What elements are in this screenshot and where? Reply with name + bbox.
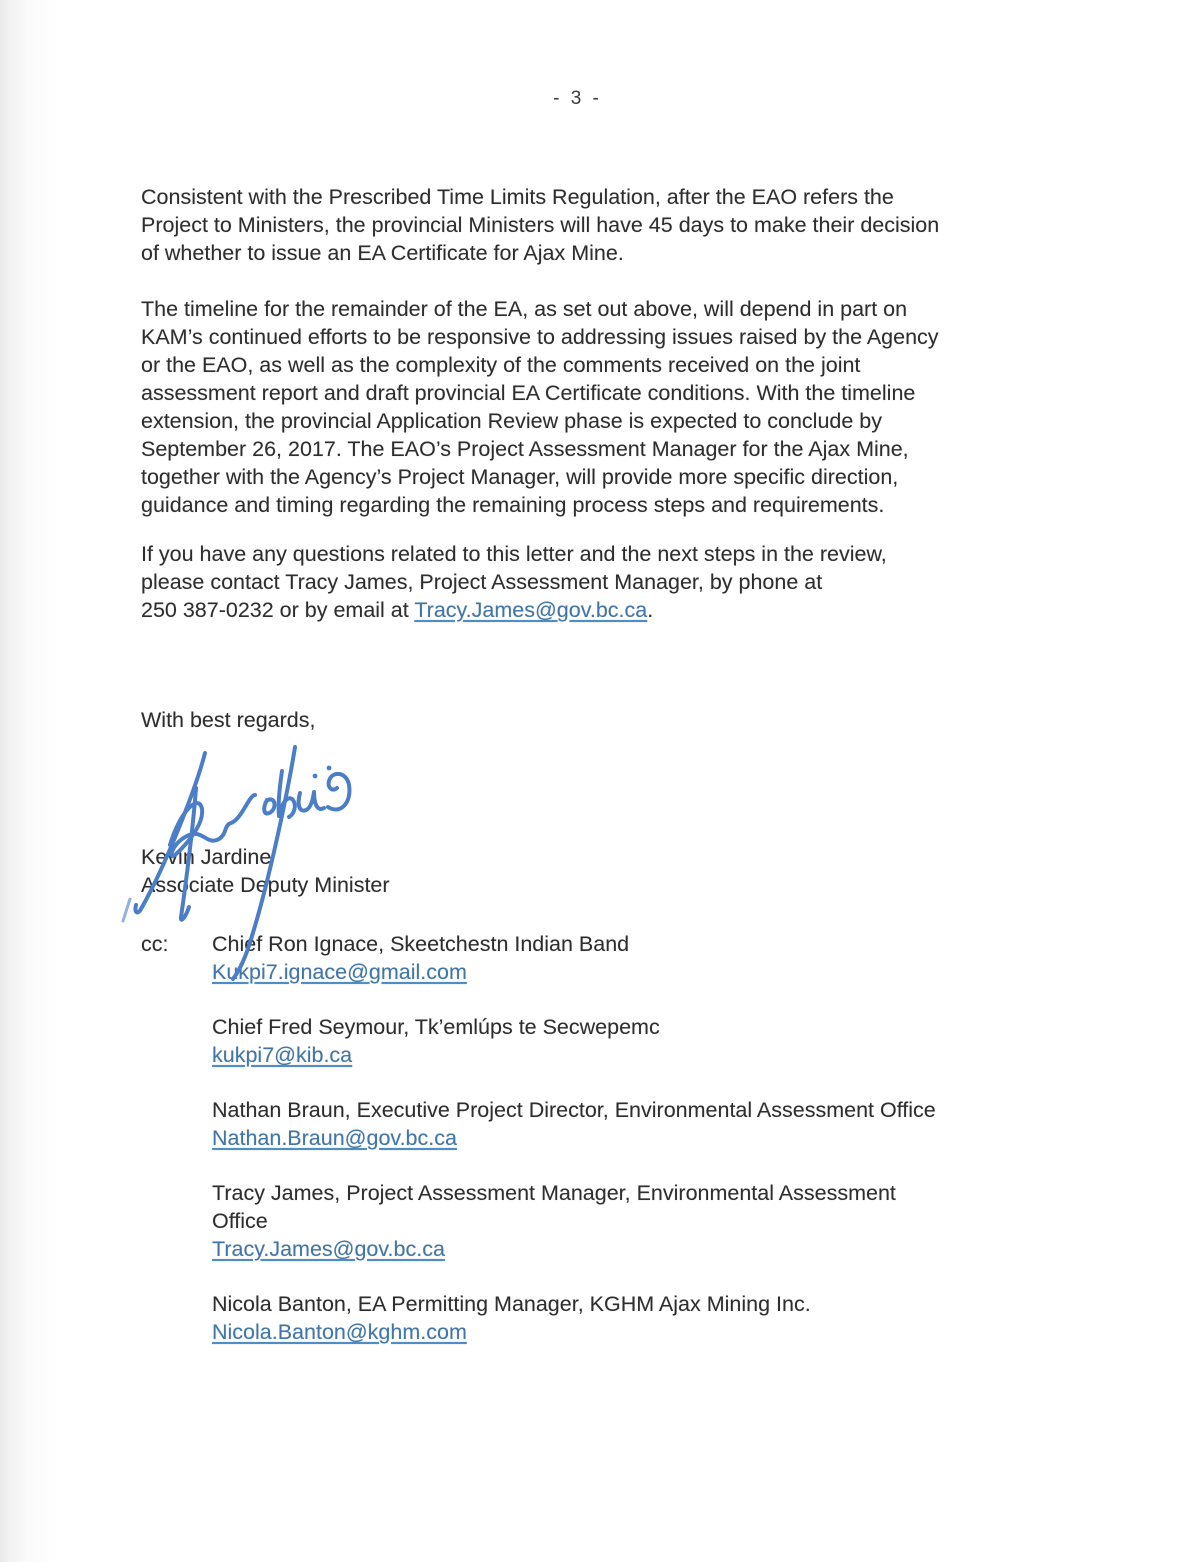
paragraph-contact-lastline xyxy=(141,596,1041,624)
tracy-james-email-link[interactable]: Tracy.James@gov.bc.ca xyxy=(414,598,648,622)
signer-name: Kevin Jardine xyxy=(141,845,272,869)
paragraph-prescribed-time-limits: Consistent with the Prescribed Time Limits Regulation, after the EAO refers the Project to Ministers, the provincial Ministers will have 45 days to make their decision of whether to issue an EA Certificate for Ajax Mine. xyxy=(141,185,940,265)
contact-phone-text: 250 387-0232 or by email at xyxy=(141,598,415,622)
cc-entry-email-line xyxy=(212,1235,1041,1263)
contact-period: . xyxy=(647,598,654,622)
cc-label: cc: xyxy=(141,932,169,956)
cc-entry xyxy=(212,1096,1041,1152)
cc-entry-email-link[interactable]: kukpi7@kib.ca xyxy=(212,1043,353,1067)
cc-entry-email-link[interactable]: Nathan.Braun@gov.bc.ca xyxy=(212,1126,457,1150)
cc-entry xyxy=(212,1290,1041,1346)
cc-entry xyxy=(212,1179,1041,1263)
cc-entry-email-line xyxy=(212,1041,1041,1069)
page-number: - 3 - xyxy=(553,88,602,109)
cc-entry-email-link[interactable]: Kukpi7.ignace@gmail.com xyxy=(212,960,467,984)
cc-entry-name: Nicola Banton, EA Permitting Manager, KGHM Ajax Mining Inc. xyxy=(212,1292,811,1316)
signer-title: Associate Deputy Minister xyxy=(141,873,390,897)
paragraph-contact xyxy=(141,540,1041,624)
cc-entries xyxy=(212,930,1041,1373)
paragraph-timeline: The timeline for the remainder of the EA, as set out above, will depend in part on KAM’s continued efforts to be responsive to addressing issues raised by the Agency or the EAO, as well as the complexity of the comments received on the joint assessment report and draft provincial EA Certificate conditions. With the timeline extension, the provincial Application Review phase is expected to conclude by September 26, 2017. The EAO’s Project Assessment Manager for the Ajax Mine, together with the Agency’s Project Manager, will provide more specific direction, guidance and timing regarding the remaining process steps and requirements. xyxy=(141,297,939,517)
cc-entry-name: Nathan Braun, Executive Project Director, Environmental Assessment Office xyxy=(212,1098,936,1122)
paragraph-contact-lines: If you have any questions related to this letter and the next steps in the review, please contact Tracy James, Project Assessment Manager, by phone at xyxy=(141,542,887,594)
cc-entry xyxy=(212,1013,1041,1069)
cc-entry-email-line xyxy=(212,1124,1041,1152)
closing-salutation: With best regards, xyxy=(141,708,316,732)
cc-entry-email-link[interactable]: Nicola.Banton@kghm.com xyxy=(212,1320,467,1344)
cc-entry-name: Chief Fred Seymour, Tk’emlúps te Secwepemc xyxy=(212,1015,660,1039)
cc-entry-name: Tracy James, Project Assessment Manager, Environmental Assessment Office xyxy=(212,1181,896,1233)
cc-entry-email-link[interactable]: Tracy.James@gov.bc.ca xyxy=(212,1237,445,1261)
cc-section xyxy=(141,930,1041,1373)
cc-entry-email-line xyxy=(212,1318,1041,1346)
cc-entry-name: Chief Ron Ignace, Skeetchestn Indian Band xyxy=(212,932,630,956)
handwritten-signature xyxy=(118,733,358,993)
